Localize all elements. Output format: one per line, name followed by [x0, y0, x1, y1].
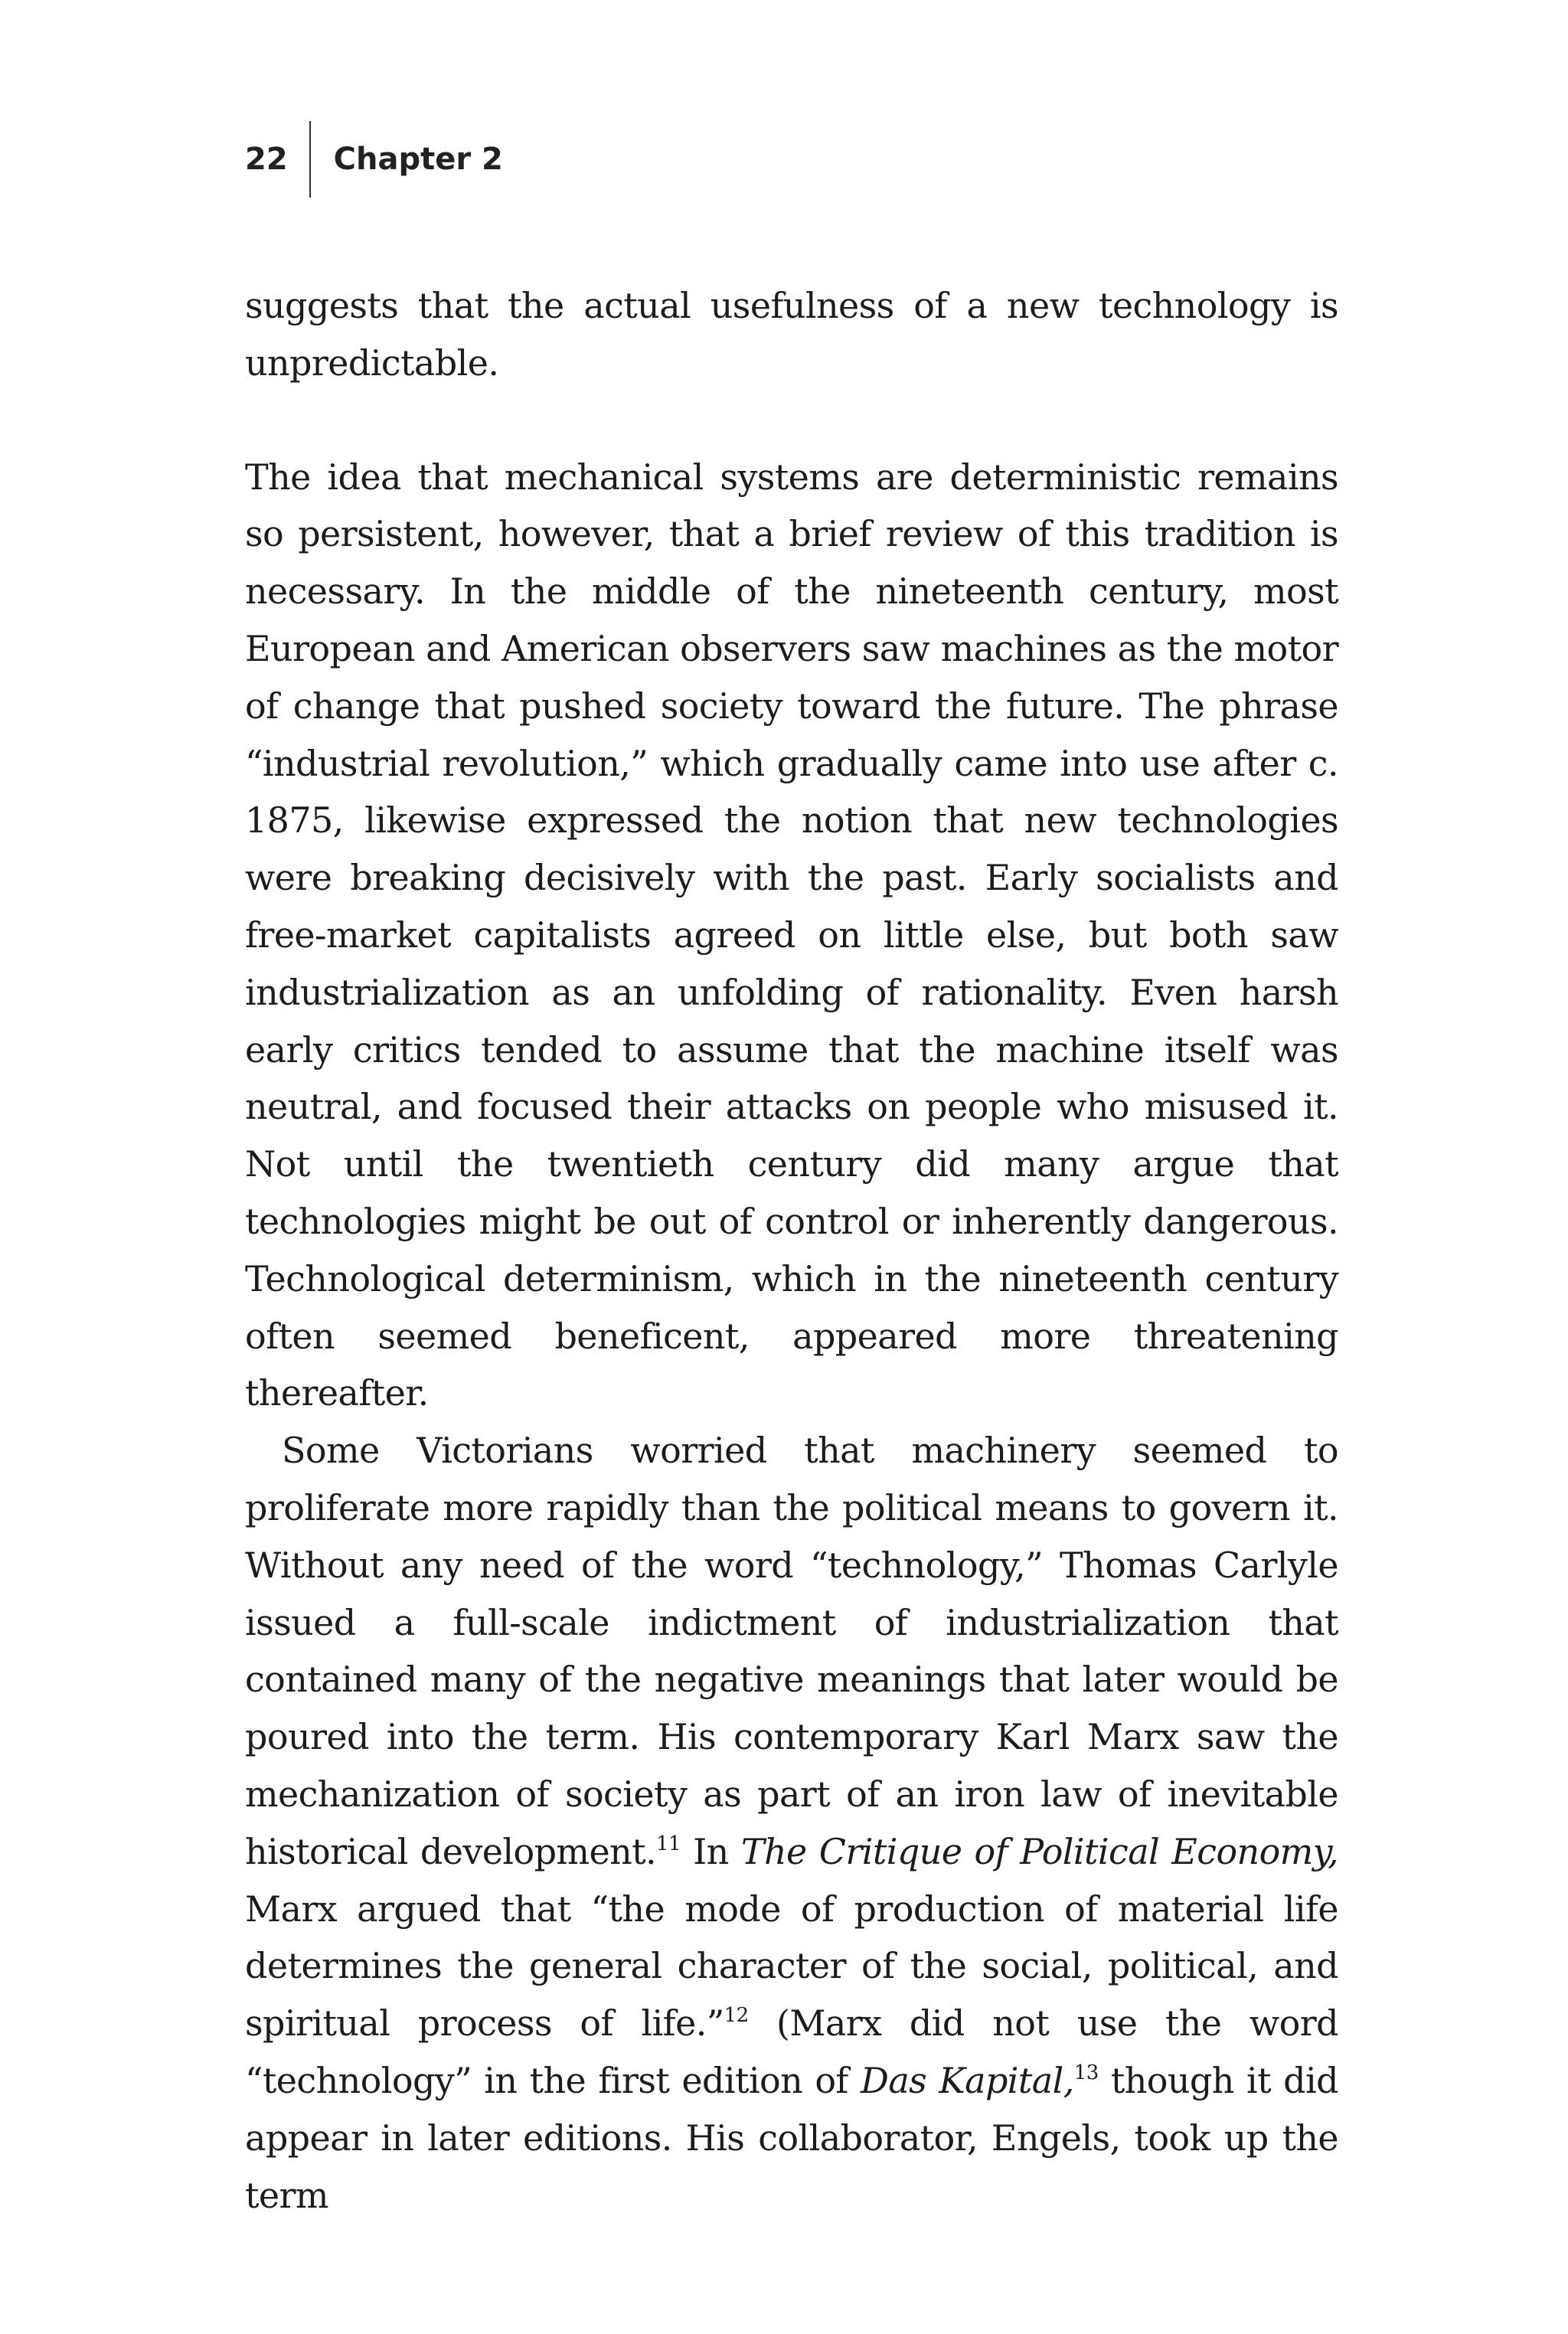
body-text — [245, 277, 1338, 2224]
paragraph-text: though it did appear in later editions. His collaborator, Engels, took up the term — [245, 2059, 1338, 2216]
footnote-ref[interactable]: 13 — [1073, 2061, 1099, 2084]
paragraph-continued: suggests that the actual usefulness of a new technology is unpredictable. — [245, 285, 1338, 384]
footnote-ref[interactable]: 11 — [656, 1832, 681, 1855]
paragraph-text: (Marx did not use the word “technology” in the first edition of — [245, 2002, 1338, 2101]
paragraph: The idea that mechanical systems are deterministic remains so persistent, however, that a brief review of this tradition is necessary. In the middle of the nineteenth century, most European and American observers saw machines as the motor of change that pushed society toward the future. The phrase “industrial revolution,” which gradually came into use after c. 1875, likewise expressed the notion that new technologies were breaking decisively with the past. Early socialists and free-market capitalists agreed on little else, but both saw industrialization as an unfolding of rationality. Even harsh early critics tended to assume that the machine itself was neutral, and focused their attacks on people who misused it. Not until the twentieth century did many argue that technologies might be out of control or inherently dangerous. Technological determinism, which in the nineteenth century often seemed beneficent, appeared more threatening thereafter. — [245, 456, 1338, 1414]
running-head — [245, 121, 503, 198]
paragraph — [245, 1422, 1338, 2224]
footnote-ref[interactable]: 12 — [724, 2004, 749, 2028]
paragraph-text: Some Victorians worried that machinery seemed to proliferate more rapidly than the political means to govern it. Without any need of the word “technology,” Thomas Carlyle issued a full-scale indictment of industrialization that contained many of the negative meanings that later would be poured into the term. His contemporary Karl Marx saw the mechanization of society as part of an iron law of inevitable historical development. — [245, 1430, 1338, 1872]
book-title: The Critique of Political Economy, — [740, 1830, 1338, 1872]
paragraph-text: Marx argued that “the mode of production of material life determines the general character of the social, political, and spiritual process of life.” — [245, 1888, 1338, 2045]
chapter-title: Chapter 2 — [333, 142, 503, 177]
header-divider — [309, 121, 311, 198]
book-title: Das Kapital, — [861, 2059, 1074, 2101]
paragraph-text: In — [680, 1830, 741, 1872]
page-number: 22 — [245, 142, 288, 177]
